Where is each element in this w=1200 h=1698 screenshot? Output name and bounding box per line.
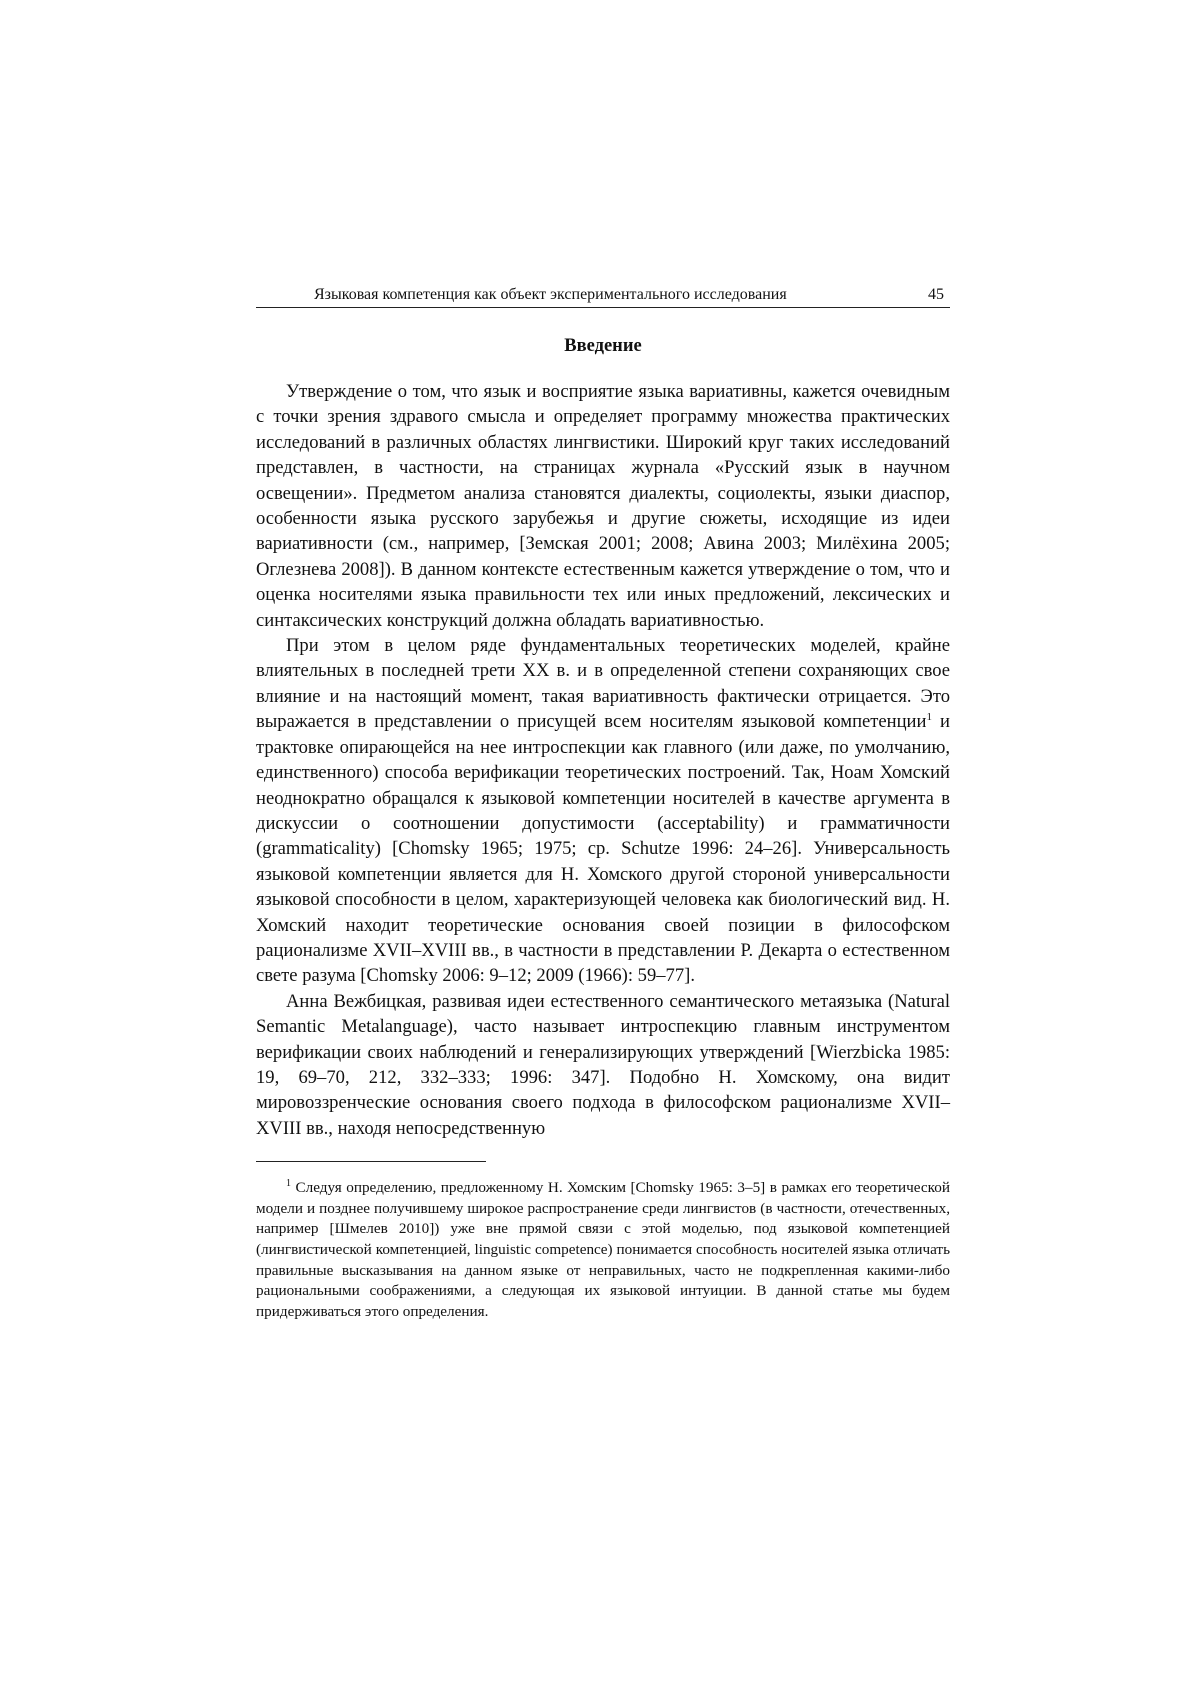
page-number: 45 [928,286,944,303]
section-title: Введение [564,336,642,356]
paragraph-2-part-1: При этом в целом ряде фундаментальных теоретических моделей, крайне влиятельных в последней трети XX в. и в определенной степени сохраняющих свое влияние и на настоящий момент, такая вариативность фактически отрицается. Это выражается в представлении о присущей всем носителям языковой компетенции [256,635,950,733]
document-page [256,285,950,1322]
paragraph-3: Анна Вежбицкая, развивая идеи естественного семантического метаязыка (Natural Semantic Metalanguage), часто называет интроспекцию главным инструментом верификации своих наблюдений и генерализирующих утверждений [Wierzbicka 1985: 19, 69–70, 212, 332–333; 1996: 347]. Подобно Н. Хомскому, она видит мировоззренческие основания своего подхода в философском рационализме XVII–XVIII вв., находя непосредственную [256,990,950,1139]
footnote-reference: 1 [926,711,932,724]
paragraph-2-part-2: и трактовке опирающейся на нее интроспекции как главного (или даже, по умолчанию, единственного) способа верификации теоретических построений. Так, Ноам Хомский неоднократно обращался к языковой компетенции носителей в качестве аргумента в дискуссии о соотношении допустимости (acceptability) и грамматичности (grammaticality) [Chomsky 1965; 1975; ср. Schutze 1996: 24–26]. Универсальность языковой компетенции является для Н. Хомского другой стороной универсальности языковой способности в целом, характеризующей человека как биологический вид. Н. Хомский находит теоретические основания своей позиции в философском рационализме XVII–XVIII вв., в частности в представлении Р. Декарта о естественном свете разума [Chomsky 2006: 9–12; 2009 (1966): 59–77]. [256,711,950,987]
running-header [256,285,950,308]
paragraph-1: Утверждение о том, что язык и восприятие языка вариативны, кажется очевидным с точки зрения здравого смысла и определяет программу множества практических исследований в различных областях лингвистики. Широкий круг таких исследований представлен, в частности, на страницах журнала «Русский язык в научном освещении». Предметом анализа становятся диалекты, социолекты, языки диаспор, особенности языка русского зарубежья и другие сюжеты, исходящие из идеи вариативности (см., например, [Земская 2001; 2008; Авина 2003; Милёхина 2005; Оглезнева 2008]). В данном контексте естественным кажется утверждение о том, что и оценка носителями языка правильности тех или иных предложений, лексических и синтаксических конструкций должна обладать вариативностью. [256,381,950,631]
footnote-number: 1 [286,1178,291,1190]
footnote-divider [256,1161,486,1162]
footnote [256,1178,950,1322]
footnote-text: Следуя определению, предложенному Н. Хомским [Chomsky 1965: 3–5] в рамках его теоретической модели и позднее получившему широкое распространение среди лингвистов (в частности, отечественных, например [Шмелев 2010]) уже вне прямой связи с этой моделью, под языковой компетенцией (лингвистической компетенцией, linguistic competence) понимается способность носителей языка отличать правильные высказывания на данном языке от неправильных, часто не подкрепленная какими-либо рациональными соображениями, а следующая их языковой интуиции. В данной статье мы будем придерживаться этого определения. [256,1179,950,1320]
running-title: Языковая компетенция как объект экспериментального исследования [314,286,787,303]
body-text [256,379,950,1141]
paragraph-2 [256,633,950,989]
